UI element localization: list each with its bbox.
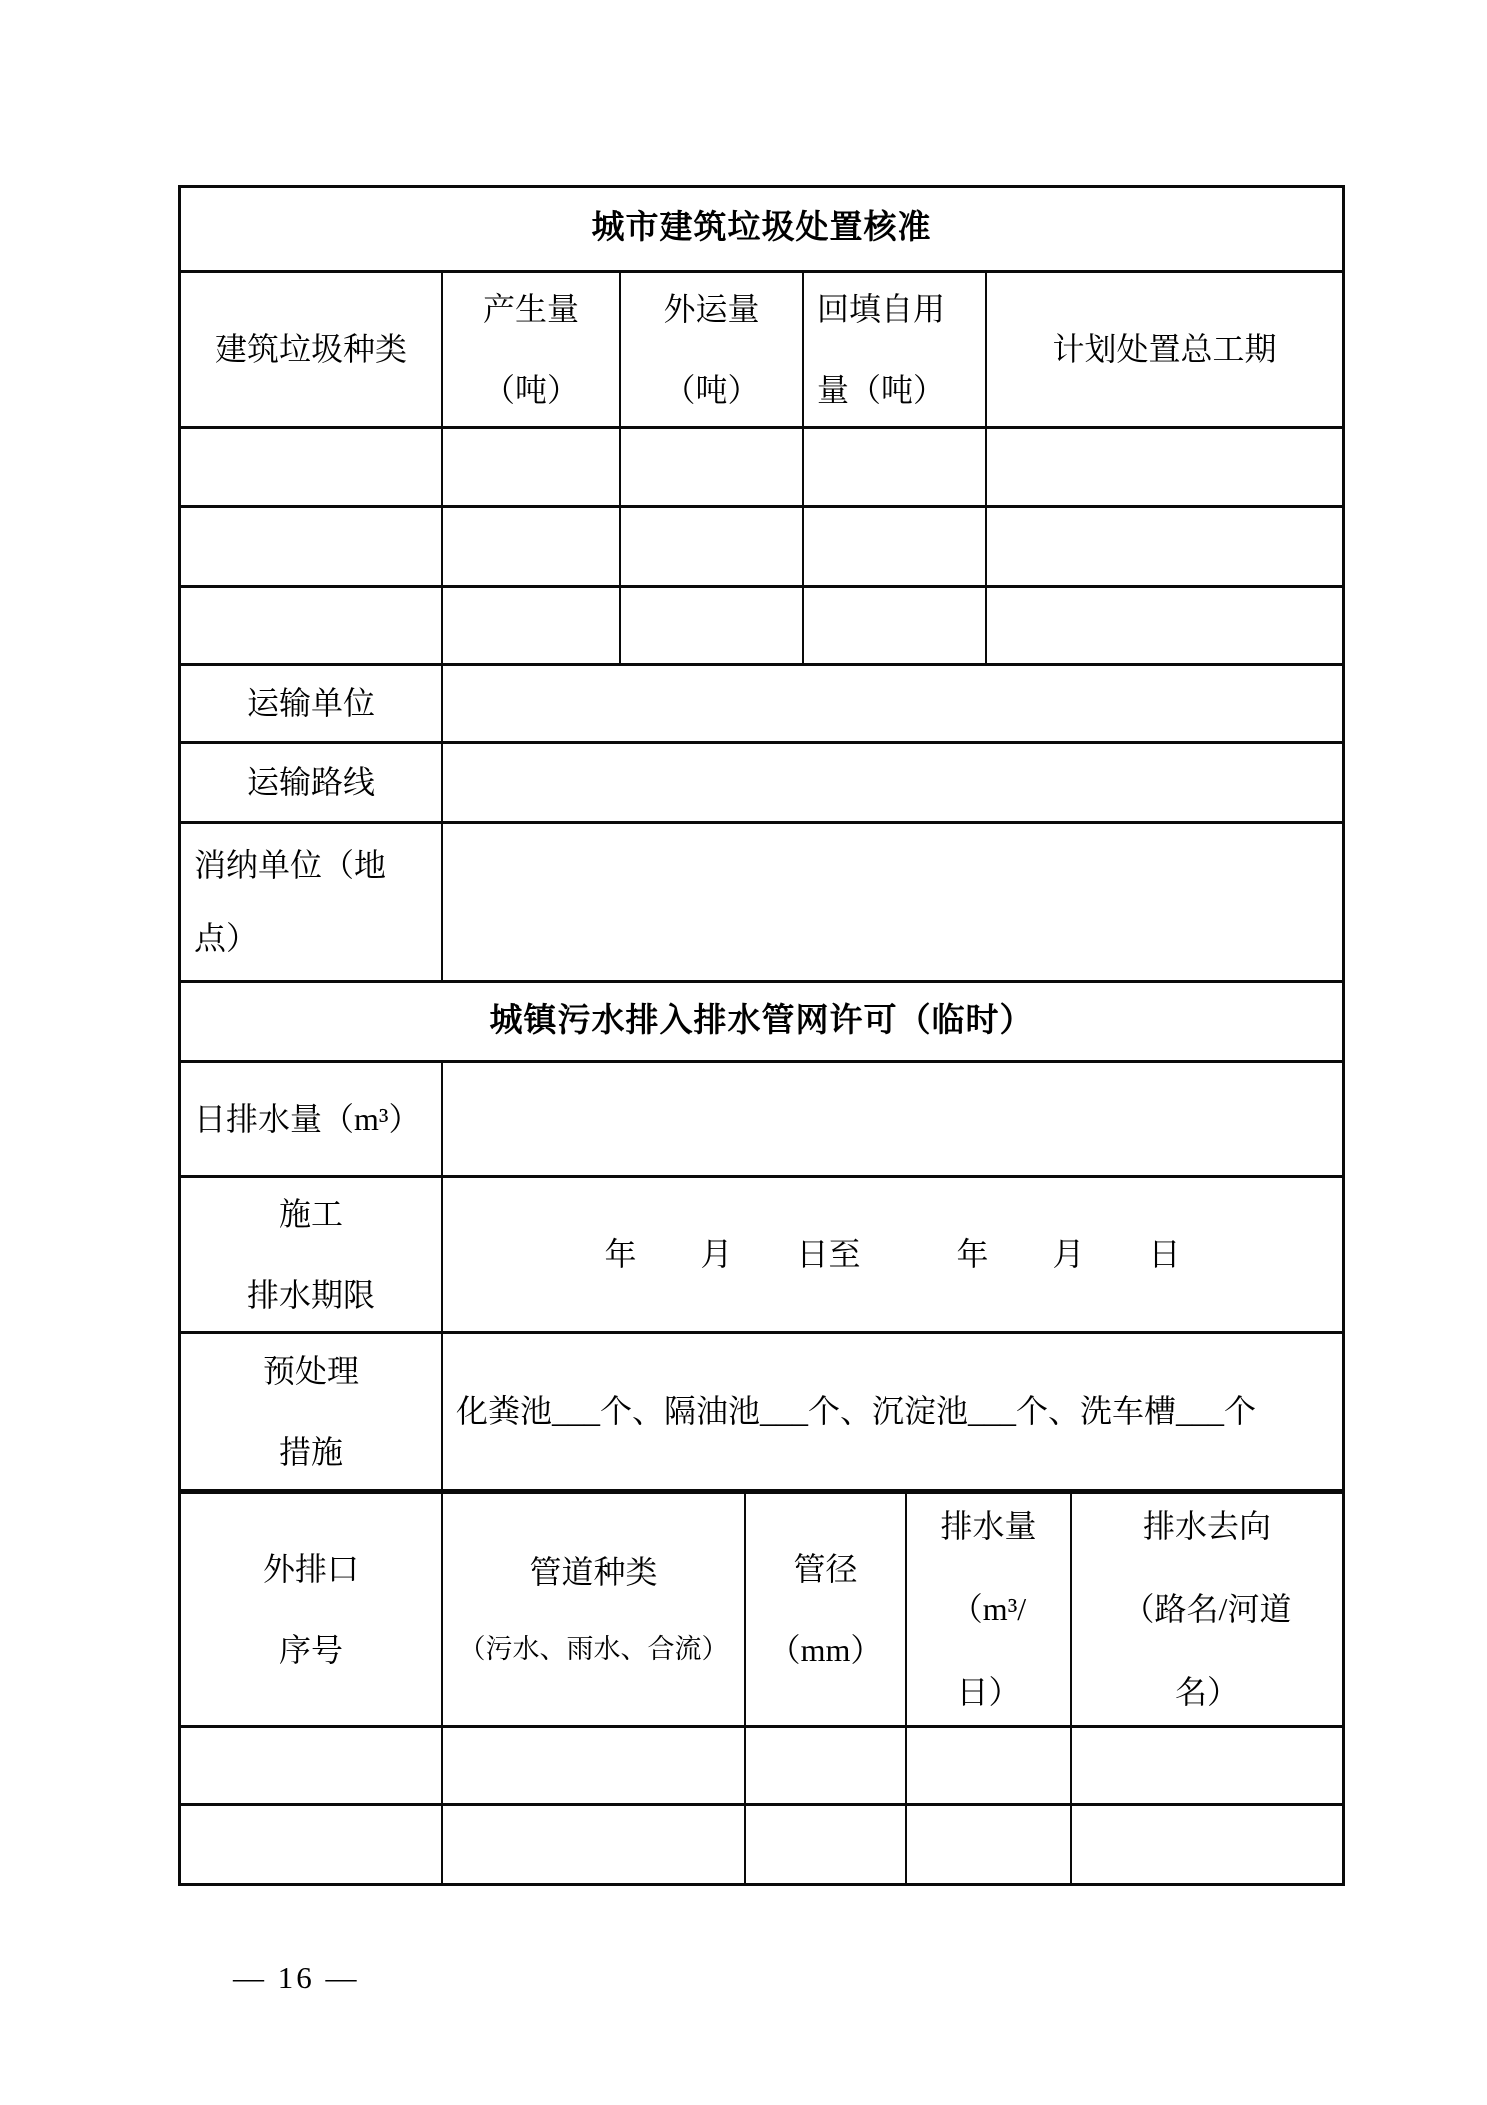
disposal-unit-value-cell bbox=[441, 824, 1342, 980]
page-number: — 16 — bbox=[233, 1960, 360, 1995]
drainage-direction-cell bbox=[1070, 1806, 1342, 1883]
outlet-no-cell bbox=[181, 1728, 441, 1803]
header-produced-amount: 产生量 （吨） bbox=[441, 273, 619, 426]
pipe-diameter-cell bbox=[744, 1728, 905, 1803]
transported-cell bbox=[619, 508, 802, 585]
outlet-header-row bbox=[181, 1489, 1342, 1725]
plan-period-cell bbox=[985, 588, 1342, 663]
section2-title: 城镇污水排入排水管网许可（临时） bbox=[489, 1002, 1034, 1039]
header-drainage-volume: 排水量 （m³/ 日） bbox=[905, 1494, 1070, 1725]
section1-header-row bbox=[181, 270, 1342, 426]
produced-cell bbox=[441, 429, 619, 505]
backfill-cell bbox=[802, 508, 985, 585]
table-row bbox=[181, 188, 1342, 270]
drainage-volume-cell bbox=[905, 1806, 1070, 1883]
header-outlet-no: 外排口 序号 bbox=[262, 1550, 359, 1668]
approval-form-table bbox=[178, 185, 1345, 1886]
pretreatment-label: 预处理 措施 bbox=[262, 1352, 359, 1470]
pretreatment-value: 化粪池___个、隔油池___个、沉淀池___个、洗车槽___个 bbox=[441, 1334, 1342, 1489]
header-pipe-type: 管道种类 （污水、雨水、合流） bbox=[441, 1494, 744, 1725]
transport-route-value-cell bbox=[441, 744, 1342, 821]
waste-type-cell bbox=[181, 508, 441, 585]
section1-title: 城市建筑垃圾处置核准 bbox=[591, 210, 932, 247]
header-waste-type: 建筑垃圾种类 bbox=[214, 331, 407, 368]
drainage-direction-cell bbox=[1070, 1728, 1342, 1803]
drainage-period-value: 年 月 日至 年 月 日 bbox=[441, 1178, 1342, 1331]
header-drainage-direction: 排水去向 （路名/河道 名） bbox=[1070, 1494, 1342, 1725]
backfill-cell bbox=[802, 588, 985, 663]
waste-data-row bbox=[181, 585, 1342, 663]
drainage-volume-cell bbox=[905, 1728, 1070, 1803]
produced-cell bbox=[441, 508, 619, 585]
pipe-type-cell bbox=[441, 1806, 744, 1883]
outlet-no-cell bbox=[181, 1806, 441, 1883]
header-pipe-diameter: 管径 （mm） bbox=[744, 1494, 905, 1725]
transport-route-row bbox=[181, 741, 1342, 821]
daily-drainage-value-cell bbox=[441, 1063, 1342, 1175]
transport-route-label: 运输路线 bbox=[246, 764, 375, 801]
header-backfill-amount: 回填自用 量（吨） bbox=[802, 273, 985, 426]
header-transported-amount: 外运量 （吨） bbox=[619, 273, 802, 426]
backfill-cell bbox=[802, 429, 985, 505]
plan-period-cell bbox=[985, 429, 1342, 505]
transported-cell bbox=[619, 588, 802, 663]
daily-drainage-label: 日排水量（m³） bbox=[194, 1100, 421, 1137]
plan-period-cell bbox=[985, 508, 1342, 585]
transport-unit-row bbox=[181, 663, 1342, 741]
daily-drainage-row bbox=[181, 1060, 1342, 1175]
waste-data-row bbox=[181, 505, 1342, 585]
produced-cell bbox=[441, 588, 619, 663]
pipe-type-cell bbox=[441, 1728, 744, 1803]
pipe-diameter-cell bbox=[744, 1806, 905, 1883]
outlet-data-row bbox=[181, 1803, 1342, 1883]
drainage-period-label: 施工 排水期限 bbox=[246, 1195, 375, 1313]
transport-unit-value-cell bbox=[441, 666, 1342, 741]
table-row bbox=[181, 980, 1342, 1060]
pretreatment-row bbox=[181, 1331, 1342, 1489]
transported-cell bbox=[619, 429, 802, 505]
transport-unit-label: 运输单位 bbox=[246, 685, 375, 722]
disposal-unit-label: 消纳单位（地 点） bbox=[194, 847, 387, 956]
waste-type-cell bbox=[181, 429, 441, 505]
header-plan-period: 计划处置总工期 bbox=[985, 273, 1342, 426]
waste-data-row bbox=[181, 426, 1342, 505]
drainage-period-row bbox=[181, 1175, 1342, 1331]
waste-type-cell bbox=[181, 588, 441, 663]
outlet-data-row bbox=[181, 1725, 1342, 1803]
disposal-unit-row bbox=[181, 821, 1342, 980]
